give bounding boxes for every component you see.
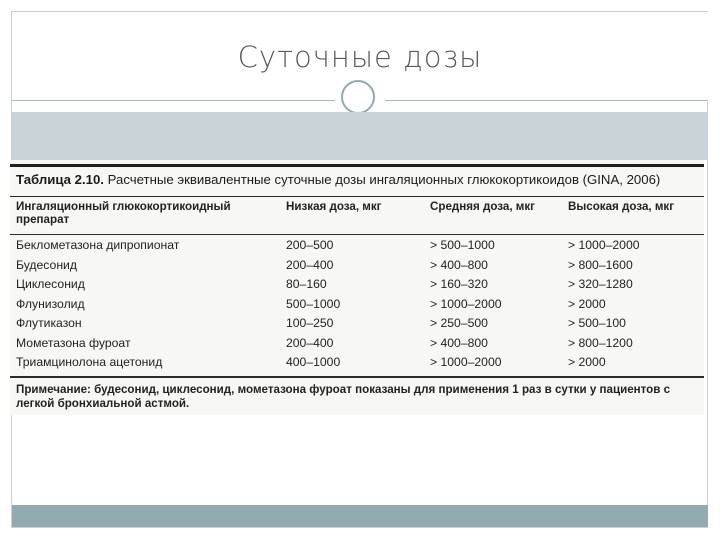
cell-medium: > 160–320 [430,277,488,291]
cell-medium: > 400–800 [430,257,488,272]
cell-drug: Беклометазона дипропионат [16,238,180,252]
cell-low: 200–400 [286,257,334,272]
cell-high: > 2000 [568,355,606,369]
header-medium-dose: Средняя доза, мкг [430,200,536,213]
cell-medium: > 250–500 [430,316,488,330]
table-row [10,316,704,336]
cell-low: 80–160 [286,277,327,291]
table-row [10,297,704,317]
cell-medium: > 400–800 [430,335,488,350]
cell-drug: Триамцинолона ацетонид [16,355,163,369]
table-caption-prefix: Таблица 2.10. [16,172,104,187]
note-label: Примечание: [16,383,91,396]
table-row [10,277,704,297]
slide-title: Суточные дозы [237,40,483,74]
cell-drug: Циклесонид [16,277,85,291]
cell-high: > 800–1600 [568,257,633,272]
header-top-rule [10,196,704,197]
cell-low: 200–500 [286,238,334,252]
table-row [10,238,704,258]
header-bottom-rule [10,234,704,235]
cell-drug: Флунизолид [16,296,85,311]
table-bottom-rule [10,376,704,378]
cell-high: > 800–1200 [568,335,633,350]
table-top-rule [10,164,704,167]
cell-high: > 1000–2000 [568,238,640,252]
footer-band [12,505,708,527]
cell-low: 500–1000 [286,296,341,311]
cell-high: > 2000 [568,296,606,311]
note-text: будесонид, циклесонид, мометазона фуроат показаны для применения 1 раз в сутки у пациентов с легкой бронхиальной астмой. [16,383,671,410]
table-caption-text: Расчетные эквивалентные суточные дозы ингаляционных глюкокортикоидов (GINA, 2006) [107,172,661,187]
cell-medium: > 1000–2000 [430,355,502,369]
cell-drug: Будесонид [16,257,77,272]
header-high-dose: Высокая доза, мкг [568,200,675,213]
cell-high: > 320–1280 [568,277,633,291]
cell-low: 400–1000 [286,355,341,369]
cell-medium: > 1000–2000 [430,296,502,311]
scanned-table-image [10,160,704,415]
cell-drug: Флутиказон [16,316,82,330]
content-band [12,112,708,160]
cell-medium: > 500–1000 [430,238,495,252]
table-row [10,336,704,356]
cell-high: > 500–100 [568,316,626,330]
cell-drug: Мометазона фуроат [16,335,131,350]
circle-ring-icon [341,80,375,114]
table-row [10,258,704,278]
table-row [10,355,704,375]
header-low-dose: Низкая доза, мкг [286,200,382,213]
table-caption [16,172,702,192]
cell-low: 100–250 [286,316,334,330]
header-drug: Ингаляционный глюкокортикоидный препарат [16,200,231,226]
cell-low: 200–400 [286,335,334,350]
table-note [16,383,700,410]
